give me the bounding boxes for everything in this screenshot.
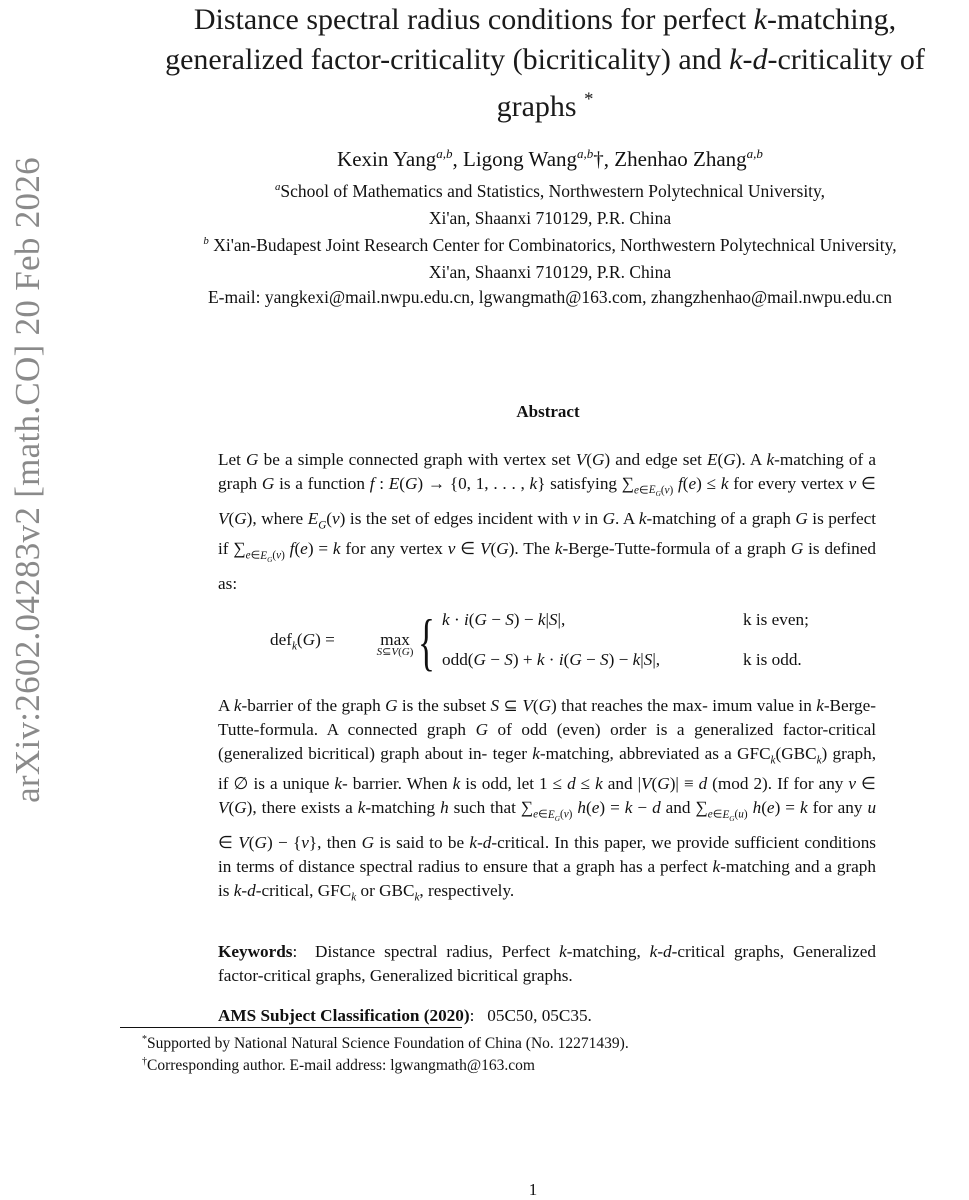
email-line: E-mail: yangkexi@mail.nwpu.edu.cn, lgwangmath@163.com, zhangzhenhao@mail.nwpu.edu.cn	[207, 287, 892, 307]
eq-case-odd: k is odd.	[743, 650, 802, 669]
footnote-corresponding: †Corresponding author. E-mail address: lgwangmath@163.com	[142, 1056, 535, 1075]
title-footnote-mark: *	[584, 89, 594, 110]
abstract-heading: Abstract	[516, 402, 580, 421]
affiliation-b: $^b$ Xi'an-Budapest Joint Research Center for Combinatorics, Northwestern Polytechnical University, Xi'an, Shaanxi 710129, P.R. China	[203, 234, 897, 282]
abstract-paragraph-1: Let G be a simple connected graph with vertex set V(G) and edge set E(G). A k-matching of a graph G is a function f : E(G) → {0, 1, . . . , k} satisfying $\sum_{e\in E_G(v)}$ f(e) ≤ k for every vertex v ∈ V(G), where $E_G(v)$ is the set of edges incident with v in G. A k-matching of a graph G is perfect if $\sum_{e\in E_G(v)}$ f(e) = k for any vertex v ∈ V(G). The k-Berge-Tutte-formula of a graph G is defined as:	[218, 450, 877, 593]
eq-case-even: k is even;	[743, 610, 809, 629]
page-number: 1	[528, 1180, 538, 1199]
def-k-equation: def$_k$(G) = max S⊆V(G) { k · i(G − S) − k|S|, odd(G − S) + k · i(G − S) − k|S|, k is even; k is odd.	[270, 606, 809, 677]
footnote-rule	[120, 1027, 462, 1028]
arxiv-sidebar-stamp	[4, 110, 52, 850]
footnote-funding: *Supported by National Natural Science Foundation of China (No. 12271439).	[142, 1034, 629, 1053]
author-list: Kexin Yang$^{a,b}$, Ligong Wang$^{a,b}$†, Zhenhao Zhang$^{a,b}$	[337, 146, 763, 171]
affiliation-a: $^a$School of Mathematics and Statistics, Northwestern Polytechnical University, Xi'an, Shaanxi 710129, P.R. China	[274, 180, 826, 228]
ams-classification: AMS Subject Classification (2020): 05C50, 05C35.	[218, 1006, 592, 1025]
keywords: Keywords: Distance spectral radius, Perfect k-matching, k-d-critical graphs, Generalized factor-critical graphs, Generalized bicritical graphs.	[218, 942, 876, 985]
abstract-paragraph-2: A k-barrier of the graph G is the subset S ⊆ V(G) that reaches the max- imum value in k-Berge-Tutte-formula. A connected graph G of odd (even) order is a generalized factor-critical (generalized bicritical) graph about in- teger k-matching, abbreviated as a $GFC_k(GBC_k)$ graph, if ∅ is a unique k- barrier. When k is odd, let 1 ≤ d ≤ k and |V(G)| ≡ d (mod 2). If for any v ∈ V(G), there exists a k-matching h such that $\sum_{e\in E_G(v)}$ h(e) = k − d and $\sum_{e\in E_G(u)}$ h(e) = k for any u ∈ V(G) − {v}, then G is said to be k-d-critical. In this paper, we provide sufficient conditions in terms of distance spectral radius to ensure that a graph has a perfect k-matching and a graph is k-d-critical, $GFC_k$ or $GBC_k$, respectively.	[218, 696, 877, 904]
arxiv-id: arXiv:2602.04283v2 [math.CO] 20 Feb 2026	[8, 157, 47, 803]
paper-title: Distance spectral radius conditions for perfect k-matching, generalized factor-criticality (bicriticality) and k-d-criticality of graphs *	[165, 3, 925, 123]
